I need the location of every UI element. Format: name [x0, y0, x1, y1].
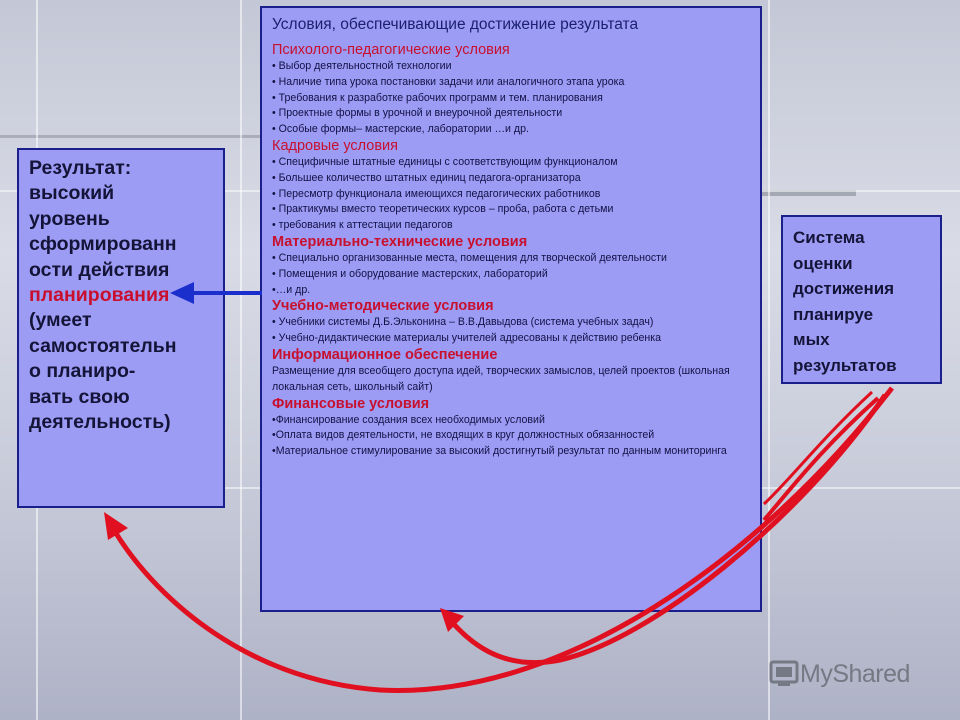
- result-line: уровень: [29, 207, 110, 230]
- list-item: • требования к аттестации педагогов: [272, 219, 453, 232]
- blue-arrow: [170, 282, 262, 304]
- list-item: •…и др.: [272, 283, 311, 296]
- result-line: вать свою: [29, 385, 130, 408]
- result-line: (умеет: [29, 309, 92, 332]
- red-arrow-to-left: [104, 388, 892, 691]
- list-item: • Пересмотр функционала имеющихся педагогических работников: [272, 187, 601, 200]
- evaluation-line: оценки: [793, 253, 853, 273]
- section-heading: Информационное обеспечение: [272, 346, 498, 363]
- result-line-highlight: планирования: [29, 284, 170, 307]
- list-item: • Большее количество штатных единиц педагога-организатора: [272, 171, 581, 184]
- section-heading: Кадровые условия: [272, 137, 398, 154]
- evaluation-line: Система: [793, 228, 865, 247]
- watermark: [768, 658, 910, 690]
- result-line: о планиро-: [29, 360, 136, 383]
- list-item: • Учебники системы Д.Б.Эльконина – В.В.Давыдова (система учебных задач): [272, 316, 654, 329]
- list-item: Размещение для всеобщего доступа идей, творческих замыслов, целей проектов (школьная локальная сеть, школьный сайт): [272, 364, 730, 393]
- watermark-text: MyShared: [800, 659, 910, 688]
- result-line: сформированн: [29, 233, 177, 256]
- evaluation-line: результатов: [793, 355, 897, 375]
- list-item: •Материальное стимулирование за высокий достигнутый результат по данным мониторинга: [272, 445, 727, 458]
- list-item: • Практикумы вместо теоретических курсов – проба, работа с детьми: [272, 203, 614, 216]
- red-arrow-thin: [764, 392, 878, 520]
- list-item: • Помещения и оборудование мастерских, лабораторий: [272, 267, 548, 280]
- list-item: • Учебно-дидактические материалы учителей адресованы к действию ребенка: [272, 332, 661, 345]
- section-heading: Материально-технические условия: [272, 233, 528, 250]
- red-arrow-to-center: [440, 395, 885, 663]
- list-item: • Проектные формы в урочной и внеурочной деятельности: [272, 107, 563, 120]
- list-item: • Специально организованные места, помещения для творческой деятельности: [272, 251, 667, 264]
- list-item: •Оплата видов деятельности, не входящих в круг должностных обязанностей: [272, 429, 655, 442]
- result-line: деятельность): [29, 411, 171, 434]
- result-line: самостоятельн: [29, 334, 177, 357]
- section-heading: Учебно-методические условия: [272, 298, 494, 315]
- result-line: высокий: [29, 182, 115, 205]
- evaluation-line: планируе: [793, 304, 874, 324]
- result-line: Результат:: [29, 157, 132, 179]
- list-item: •Финансирование создания всех необходимых условий: [272, 413, 545, 426]
- list-item: • Требования к разработке рабочих программ и тем. планирования: [272, 91, 603, 104]
- result-line: ости действия: [29, 258, 170, 281]
- conditions-title: Условия, обеспечивающие достижение результата: [272, 16, 639, 33]
- section-heading: Финансовые условия: [272, 395, 430, 412]
- list-item: • Специфичные штатные единицы с соответствующим функционалом: [272, 155, 618, 168]
- watermark-logo-icon: [768, 658, 800, 690]
- section-heading: Психолого-педагогические условия: [272, 42, 510, 58]
- list-item: • Наличие типа урока постановки задачи или аналогичного этапа урока: [272, 75, 625, 88]
- list-item: • Выбор деятельностной технологии: [272, 60, 452, 72]
- list-item: • Особые формы– мастерские, лаборатории …и др.: [272, 123, 529, 136]
- evaluation-line: мых: [793, 330, 830, 349]
- evaluation-line: достижения: [793, 279, 895, 298]
